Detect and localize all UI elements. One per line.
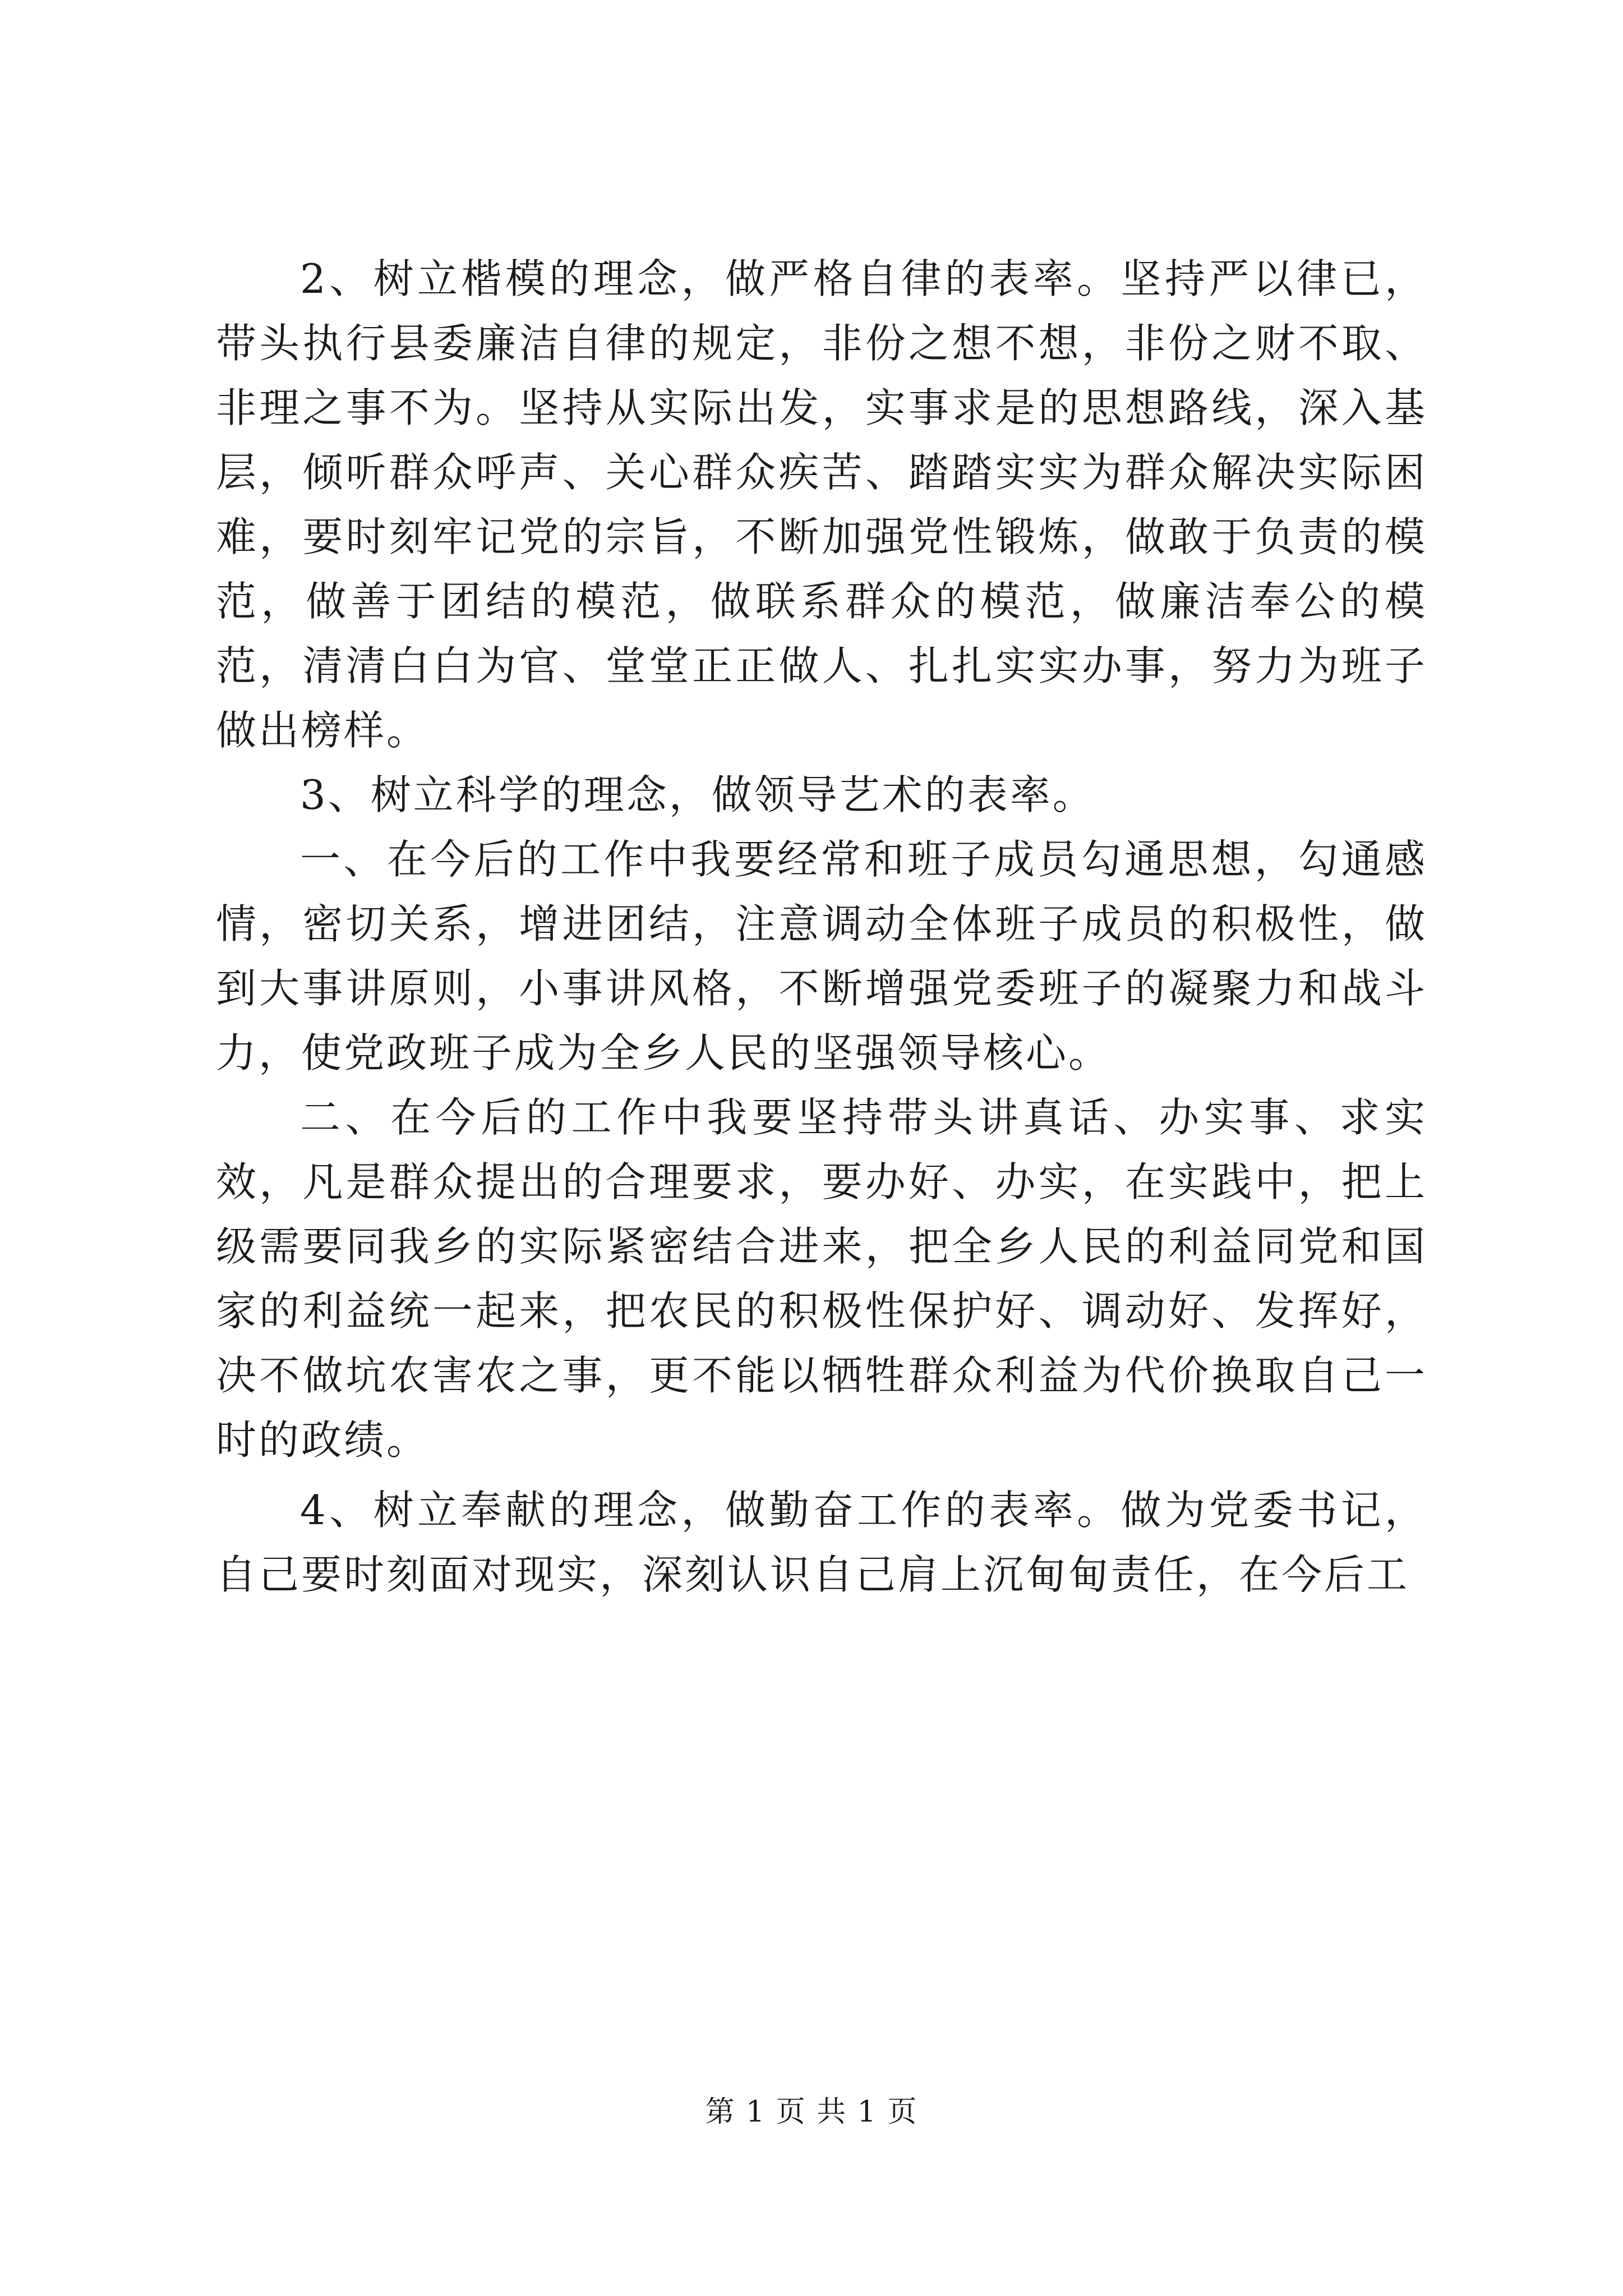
document-body xyxy=(216,247,1427,1607)
paragraph-exemplar: 2、树立楷模的理念，做严格自律的表率。坚持严以律已，带头执行县委廉洁自律的规定，非份之想不想，非份之财不取、非理之事不为。坚持从实际出发，实事求是的思想路线，深入基层，倾听群众呼声、关心群众疾苦、踏踏实实为群众解决实际困难，要时刻牢记党的宗旨，不断加强党性锻炼，做敢于负责的模范，做善于团结的模范，做联系群众的模范，做廉洁奉公的模范，清清白白为官、堂堂正正做人、扎扎实实办事，努力为班子做出榜样。 xyxy=(216,255,1427,754)
paragraph-point-two: 二、在今后的工作中我要坚持带头讲真话、办实事、求实效，凡是群众提出的合理要求，要办好、办实，在实践中，把上级需要同我乡的实际紧密结合进来，把全乡人民的利益同党和国家的利益统一起来，把农民的积极性保护好、调动好、发挥好，决不做坑农害农之事，更不能以牺牲群众利益为代价换取自己一时的政绩。 xyxy=(216,1094,1427,1464)
paragraph-dedication: 4、树立奉献的理念，做勤奋工作的表率。做为党委书记，自己要时刻面对现实，深刻认识自己肩上沉甸甸责任，在今后工 xyxy=(216,1487,1427,1598)
paragraph-point-one: 一、在今后的工作中我要经常和班子成员勾通思想，勾通感情，密切关系，增进团结，注意调动全体班子成员的积极性，做到大事讲原则，小事讲风格，不断增强党委班子的凝聚力和战斗力，使党政班子成为全乡人民的坚强领导核心。 xyxy=(216,836,1427,1076)
page-footer: 第 1 页 共 1 页 xyxy=(705,2095,918,2129)
paragraph-science-heading: 3、树立科学的理念，做领导艺术的表率。 xyxy=(300,771,1095,818)
